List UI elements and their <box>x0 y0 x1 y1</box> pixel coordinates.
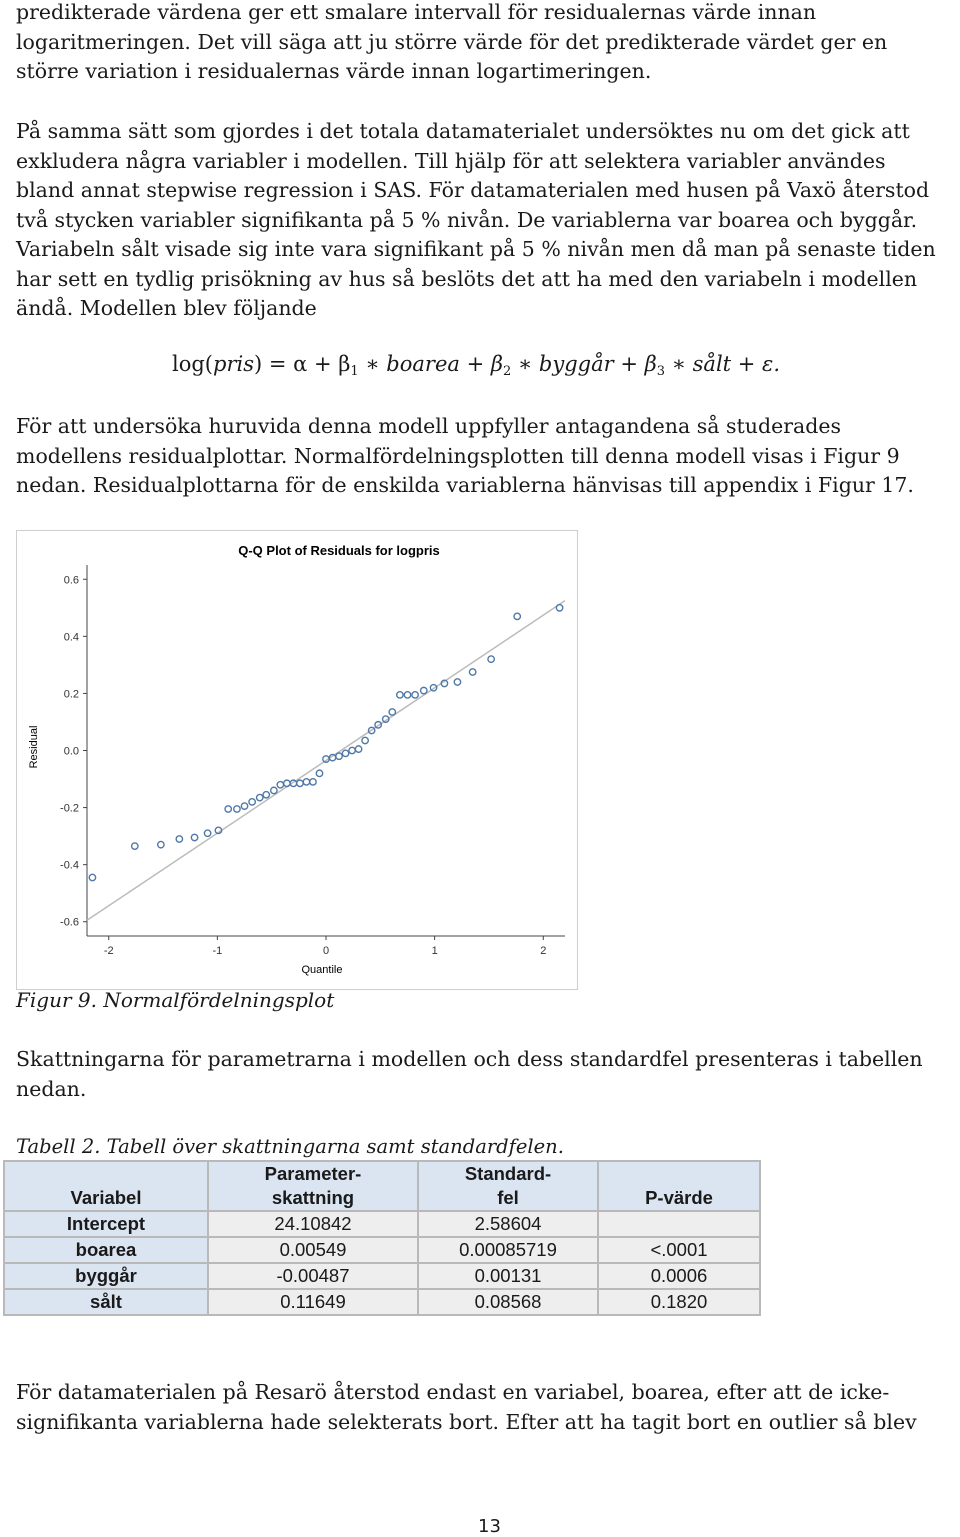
data-point <box>355 746 361 752</box>
table-row <box>4 1211 760 1237</box>
data-point <box>310 779 316 785</box>
data-point <box>191 834 197 840</box>
y-tick-label: -0.6 <box>60 916 79 929</box>
x-tick-label: 0 <box>322 945 330 957</box>
formula-var: pris <box>213 352 254 376</box>
estimates-table <box>3 1160 761 1316</box>
text-line: För att undersöka huruvida denna modell uppfyller antagandena så studerades <box>16 414 842 438</box>
table-row <box>4 1289 760 1315</box>
data-point <box>316 770 322 776</box>
cell-variable: sålt <box>4 1289 208 1315</box>
data-point <box>389 709 395 715</box>
y-tick-label: 0.6 <box>63 574 79 587</box>
table-caption: Tabell 2. Tabell över skattningarna samt standardfelen. <box>16 1135 564 1158</box>
formula-sub: 2 <box>503 364 512 379</box>
data-point <box>404 692 410 698</box>
x-tick-label: -2 <box>103 945 114 957</box>
text-line: Skattningarna för parametrarna i modellen och dess standardfel presenteras i tabellen <box>16 1047 923 1071</box>
formula-part: ∗ boarea + β <box>358 352 503 376</box>
reference-line <box>87 601 565 921</box>
data-point <box>514 613 520 619</box>
cell-variable: boarea <box>4 1237 208 1263</box>
data-point <box>488 656 494 662</box>
formula-sub: 1 <box>350 364 359 379</box>
cell-variable: Intercept <box>4 1211 208 1237</box>
header-parameterskattning: Parameter- skattning <box>208 1161 418 1211</box>
text-line: Variabeln sålt visade sig inte vara signifikant på 5 % nivån men då man på senaste tiden <box>16 237 936 261</box>
cell-stderr: 0.00085719 <box>418 1237 598 1263</box>
paragraph-resaro <box>16 1378 946 1437</box>
cell-variable: byggår <box>4 1263 208 1289</box>
text-line: På samma sätt som gjordes i det totala datamaterialet undersöktes nu om det gick att <box>16 119 910 143</box>
paragraph-model-selection <box>16 117 946 324</box>
x-tick-label: 2 <box>540 945 547 957</box>
text-line: modellens residualplottar. Normalfördelningsplotten till denna modell visas i Figur 9 <box>16 443 900 468</box>
data-point <box>241 803 247 809</box>
data-point <box>176 836 182 842</box>
data-point <box>297 780 303 786</box>
paragraph-residual-plots <box>16 412 946 501</box>
data-point <box>362 737 368 743</box>
formula-part: ) = α + β <box>253 352 351 376</box>
cell-pvalue: 0.1820 <box>598 1289 760 1315</box>
x-tick-label: 1 <box>431 945 438 957</box>
data-point <box>469 669 475 675</box>
data-point <box>271 787 277 793</box>
qq-plot-chart <box>17 531 577 989</box>
paragraph-estimates <box>16 1045 946 1104</box>
data-point <box>454 679 460 685</box>
text-line: nedan. <box>16 1076 87 1101</box>
text-line: signifikanta variablerna hade selekterats bort. Efter att ha tagit bort en outlier så blev <box>16 1409 917 1434</box>
data-point <box>263 792 269 798</box>
header-p-varde: P-värde <box>598 1161 760 1211</box>
formula-part: ∗ sålt + ε. <box>665 352 780 376</box>
figure-caption: Figur 9. Normalfördelningsplot <box>16 988 335 1012</box>
header-standardfel: Standard- fel <box>418 1161 598 1211</box>
y-axis-label: Residual <box>28 725 40 769</box>
chart-title: Q-Q Plot of Residuals for logpris <box>238 543 440 558</box>
header-variabel: Variabel <box>4 1161 208 1211</box>
text-line: exkludera några variabler i modellen. Till hjälp för att selektera variabler användes <box>16 148 886 173</box>
table-row <box>4 1237 760 1263</box>
data-point <box>412 692 418 698</box>
data-point <box>225 806 231 812</box>
data-point <box>158 841 164 847</box>
data-point <box>234 806 240 812</box>
y-tick-label: 0.0 <box>63 745 79 758</box>
text-line: nedan. Residualplottarna för de enskilda variablerna hänvisas till appendix i Figur 17. <box>16 473 914 497</box>
y-tick-label: 0.4 <box>63 631 79 644</box>
y-tick-label: 0.2 <box>63 688 79 701</box>
cell-stderr: 0.00131 <box>418 1263 598 1289</box>
table-row <box>4 1263 760 1289</box>
cell-estimate: 0.00549 <box>208 1237 418 1263</box>
qq-plot-figure <box>16 530 578 990</box>
text-line: predikterade värdena ger ett smalare intervall för residualernas värde innan <box>16 0 817 24</box>
text-line: ändå. Modellen blev följande <box>16 296 317 320</box>
text-line: två stycken variabler signifikanta på 5 % nivån. De variablerna var boarea och byggår. <box>16 207 918 232</box>
cell-pvalue: <.0001 <box>598 1237 760 1263</box>
table-header-row <box>4 1161 760 1211</box>
cell-estimate: 24.10842 <box>208 1211 418 1237</box>
text-line: har sett en tydlig prisökning av hus så beslöts det att ha med den variabeln i modellen <box>16 266 918 291</box>
data-point <box>89 874 95 880</box>
cell-stderr: 2.58604 <box>418 1211 598 1237</box>
data-point <box>303 779 309 785</box>
text-line: För datamaterialen på Resarö återstod endast en variabel, boarea, efter att de icke- <box>16 1380 890 1404</box>
text-line: logaritmeringen. Det vill säga att ju större värde för det predikterade värdet ger en <box>16 29 888 54</box>
data-point <box>397 692 403 698</box>
cell-estimate: -0.00487 <box>208 1263 418 1289</box>
model-formula <box>172 352 780 379</box>
y-tick-label: -0.4 <box>60 859 79 872</box>
cell-pvalue: 0.0006 <box>598 1263 760 1289</box>
formula-part: ∗ byggår + β <box>511 352 657 376</box>
data-point <box>132 843 138 849</box>
x-axis-label: Quantile <box>301 964 343 976</box>
cell-stderr: 0.08568 <box>418 1289 598 1315</box>
data-point <box>284 780 290 786</box>
data-point <box>277 782 283 788</box>
data-point <box>421 687 427 693</box>
formula-sub: 3 <box>656 364 666 379</box>
x-tick-label: -1 <box>212 945 223 957</box>
plot-area <box>60 565 565 957</box>
page-number: 13 <box>478 1516 501 1537</box>
data-point <box>342 750 348 756</box>
data-point <box>556 605 562 611</box>
paragraph-intro <box>16 0 946 87</box>
data-point <box>336 753 342 759</box>
cell-estimate: 0.11649 <box>208 1289 418 1315</box>
y-tick-label: -0.2 <box>60 802 79 815</box>
data-point <box>249 799 255 805</box>
data-point <box>204 830 210 836</box>
data-point <box>257 794 263 800</box>
text-line: bland annat stepwise regression i SAS. För datamaterialen med husen på Vaxö återstod <box>16 178 930 202</box>
formula-lhs: log( <box>172 352 213 376</box>
text-line: större variation i residualernas värde innan logartimeringen. <box>16 59 652 83</box>
cell-pvalue <box>598 1211 760 1237</box>
data-point <box>349 747 355 753</box>
